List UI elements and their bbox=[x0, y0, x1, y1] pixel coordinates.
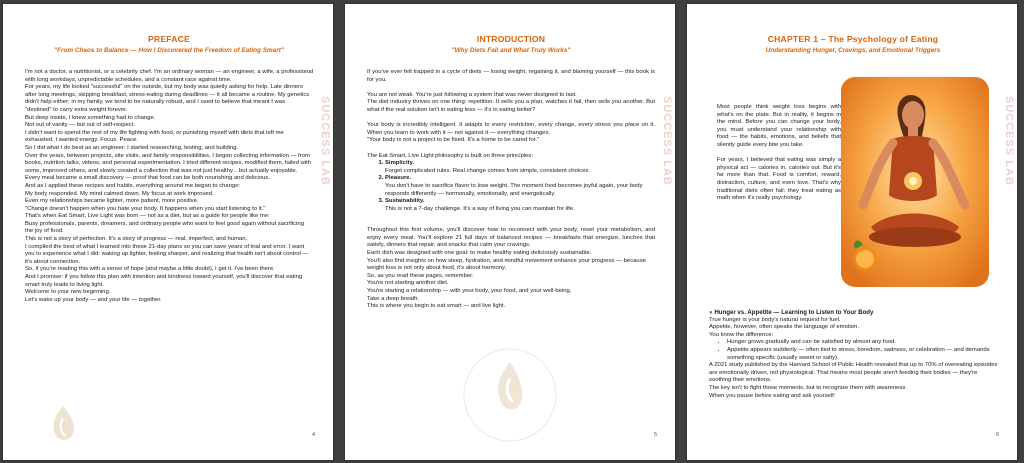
logo-watermark-icon bbox=[33, 398, 93, 458]
logo-watermark-icon bbox=[455, 340, 565, 450]
preface-paragraph: I compiled the best of what I learned into these 21-day plans so you can save years of trial and error. I want you to experience what I did: waking up lighter, feeling sharper, and realizing that health isn't about control — it's about connection. bbox=[25, 243, 309, 265]
intro-paragraph-2b: The diet industry thrives on one thing: repetition. It sells you a plan, watches it fail, then sells you another. But what if the real solution isn't in eating less — it's in eating better? bbox=[367, 99, 655, 113]
preface-paragraph: Busy professionals, parents, dreamers, and ordinary people who want to feel good again without sacrificing the joy of food. bbox=[25, 220, 304, 235]
section-lines bbox=[709, 317, 999, 340]
preface-paragraph: And as I applied these recipes and habits, everything around me began to change: bbox=[25, 182, 241, 189]
side-watermark: SUCCESS LAB bbox=[319, 96, 331, 186]
preface-paragraph: This is not a story of perfection. It's a story of progress — real, imperfect, and human. bbox=[25, 236, 248, 243]
page-subtitle: "Why Diets Fail and What Truly Works" bbox=[451, 47, 571, 54]
principle-desc: This is not a 7-day challenge. It's a way of living you can maintain for life. bbox=[385, 205, 575, 212]
preface-paragraph: So I did what I do best as an engineer: I started researching, testing, and building. bbox=[25, 144, 239, 151]
preface-paragraph: For years, my life looked "successful" on the outside, but my body was quietly asking for help. Late dinners after long meetings, skipping breakfast, stress-eating during deadlines — it all became a routine. My genetics didn't help either; in my family, we tend to be naturally robust, and I used to believe that meant I was "destined" to carry extra weight forever. bbox=[25, 84, 310, 113]
principles-list bbox=[367, 160, 655, 213]
section-line: True hunger is your body's natural request for fuel. bbox=[709, 316, 841, 323]
closing-line: Each dish was designed with one goal: to make healthy eating deliciously sustainable. bbox=[367, 250, 592, 257]
key-paragraph: The key isn't to fight those moments, but to recognize them with awareness. bbox=[709, 384, 907, 391]
preface-paragraph: I didn't want to spend the rest of my life fighting with food, or punishing myself with diets that left me exhausted. I wanted energy. Focus. Peace. bbox=[25, 129, 284, 144]
intro-paragraph-5: Throughout this first volume, you'll discover how to reconnect with your body, reset your metabolism, and enjoy every meal. You'll explore 21 full days of balanced recipes — breakfasts that energize, lunches that satisfy, dinners that repair, and snacks that calm your cravings. bbox=[367, 227, 655, 249]
principle-desc: Forget complicated rules. Real change comes from simple, consistent choices. bbox=[385, 167, 590, 174]
page-number: 5 bbox=[653, 432, 657, 438]
principle-item bbox=[385, 175, 655, 198]
preface-paragraph: My body responded. My mind calmed down. My focus at work improved. bbox=[25, 190, 214, 197]
side-watermark: SUCCESS LAB bbox=[1003, 96, 1015, 186]
principle-item bbox=[385, 160, 655, 175]
closing-line: So, as you read these pages, remember: bbox=[367, 272, 474, 279]
page-introduction bbox=[345, 4, 675, 460]
page-number: 4 bbox=[311, 432, 315, 438]
study-paragraph: A 2021 study published by the Harvard School of Public Health revealed that up to 70% of overeating episodes are emotionally driven, not physiological. That means most people aren't feeding their bodies — they're soothing their emotions. bbox=[709, 362, 998, 384]
page-title: CHAPTER 1 – The Psychology of Eating bbox=[767, 34, 939, 44]
principle-desc: You don't have to sacrifice flavor to lose weight. The moment food becomes joyful again, your body responds differently — hormonally, emotionally, and energetically. bbox=[385, 182, 643, 197]
page-subtitle: "From Chaos to Balance — How I Discovered the Freedom of Eating Smart" bbox=[54, 47, 284, 54]
preface-paragraph: That's when Eat Smart, Live Light was born — not as a diet, but as a guide for people like me: bbox=[25, 213, 270, 220]
closing-line: You're starting a relationship — with your body, your food, and your well-being. bbox=[367, 288, 572, 295]
page-title: INTRODUCTION bbox=[476, 34, 546, 44]
brain-icon: ● bbox=[709, 309, 713, 316]
chapter-paragraph-2: For years, I believed that eating was simply a physical act — calories in, calories out. But it's far more than that. Food is comfort, reward, distraction, culture, and even love. That's why traditional diets often fail: they treat eating as math when it's really psychology. bbox=[717, 157, 841, 202]
meditating-woman-image bbox=[841, 77, 989, 287]
closing-line: This is where you begin to eat smart — and live light. bbox=[367, 303, 506, 310]
bullet-item: • Hunger grows gradually and can be satisfied by almost any food. bbox=[727, 339, 999, 347]
page-chapter-1 bbox=[687, 4, 1017, 460]
preface-paragraph: Not out of vanity — but out of self-respect. bbox=[25, 122, 136, 129]
intro-paragraph-1: If you've ever felt trapped in a cycle of diets — losing weight, regaining it, and blaming yourself — this book is for you. bbox=[367, 69, 655, 83]
last-line: When you pause before eating and ask yourself: bbox=[709, 392, 836, 399]
intro-closing bbox=[367, 250, 655, 311]
intro-quote: "Your body is not a project to be fixed. It's a home to be cared for." bbox=[367, 137, 540, 144]
bullet-item: • Appetite appears suddenly — often tied to stress, boredom, sadness, or celebration — and demands something specific (usually sweet or salty). bbox=[727, 347, 999, 362]
principle-name: Simplicity. bbox=[385, 160, 415, 167]
principle-item bbox=[385, 198, 655, 213]
preface-body bbox=[25, 69, 313, 304]
intro-paragraph-2a: You are not weak. You're just following a system that was never designed to last. bbox=[367, 91, 577, 98]
principle-name: Pleasure. bbox=[385, 175, 412, 182]
preface-paragraph: So, if you're reading this with a sense of hope (and maybe a little doubt), I get it. I've been there. bbox=[25, 266, 275, 273]
preface-paragraph: Welcome to your new beginning. bbox=[25, 289, 111, 296]
section-heading bbox=[709, 309, 999, 317]
hunger-appetite-section bbox=[709, 309, 999, 400]
page-content bbox=[367, 34, 655, 311]
principle-name: Sustainability. bbox=[385, 198, 425, 205]
hunger-bullets bbox=[709, 339, 999, 362]
section-heading-text: Hunger vs. Appetite — Learning to Listen to Your Body bbox=[714, 309, 874, 316]
page-header bbox=[709, 34, 997, 69]
preface-paragraph: And I promise: if you follow this plan with intention and kindness toward yourself, you'll discover that eating smart truly leads to living light. bbox=[25, 274, 303, 288]
page-content bbox=[25, 34, 313, 304]
intro-principles-lead: The Eat Smart, Live Light philosophy is built on three principles: bbox=[367, 152, 534, 159]
chapter-paragraph-1: Most people think weight loss begins with what's on the plate. But in reality, it begins in the mind. Before you can change your body, you must understand your relationship with food — the habits, emotions, and beliefs that silently guide every bite you take. bbox=[717, 104, 841, 148]
section-line: You know the difference: bbox=[709, 331, 774, 338]
preface-paragraph: But deep inside, I knew something had to change. bbox=[25, 114, 156, 121]
side-watermark: SUCCESS LAB bbox=[661, 96, 673, 186]
page-number: 6 bbox=[995, 432, 999, 438]
closing-line: Take a deep breath. bbox=[367, 295, 420, 302]
chapter-intro-column bbox=[717, 104, 841, 203]
page-title: PREFACE bbox=[148, 34, 190, 44]
closing-line: You'll also find insights on how sleep, hydration, and mindful movement enhance your progress — because weight loss is not only about food, it's about harmony. bbox=[367, 257, 646, 272]
intro-paragraph-3a: Your body is incredibly intelligent. It adapts to every restriction, every change, every stress you place on it. When you learn to work with it — not against it — everything changes. bbox=[367, 122, 655, 136]
preface-paragraph: Even my relationships became lighter, more patient, more positive. bbox=[25, 198, 199, 205]
preface-paragraph: I'm not a doctor, a nutritionist, or a celebrity chef. I'm an ordinary woman — an engineer, a wife, a professional with long workdays, unpredictable schedules, and a constant race against time. bbox=[25, 69, 313, 83]
preface-paragraph: Let's wake up your body — and your life — together. bbox=[25, 296, 162, 303]
page-subtitle: Understanding Hunger, Cravings, and Emotional Triggers bbox=[765, 47, 941, 54]
section-line: Appetite, however, often speaks the language of emotion. bbox=[709, 324, 859, 331]
closing-line: You're not starting another diet. bbox=[367, 280, 449, 287]
meditation-illustration bbox=[841, 77, 989, 287]
preface-paragraph: Over the years, between projects, site visits, and family responsibilities, I began collecting information — from books, nutrition talks, videos, and personal experimentation. I tried different recipes, modified them, failed with some, improved others, and slowly created a collection that was not just healthy... but actually enjoyable. Every meal became a small discovery — proof that food can be both nourishing and delicious. bbox=[25, 152, 312, 182]
preface-paragraph: "Change doesn't happen when you hate your body. It happens when you start listening to it." bbox=[25, 205, 266, 212]
page-preface bbox=[3, 4, 333, 460]
